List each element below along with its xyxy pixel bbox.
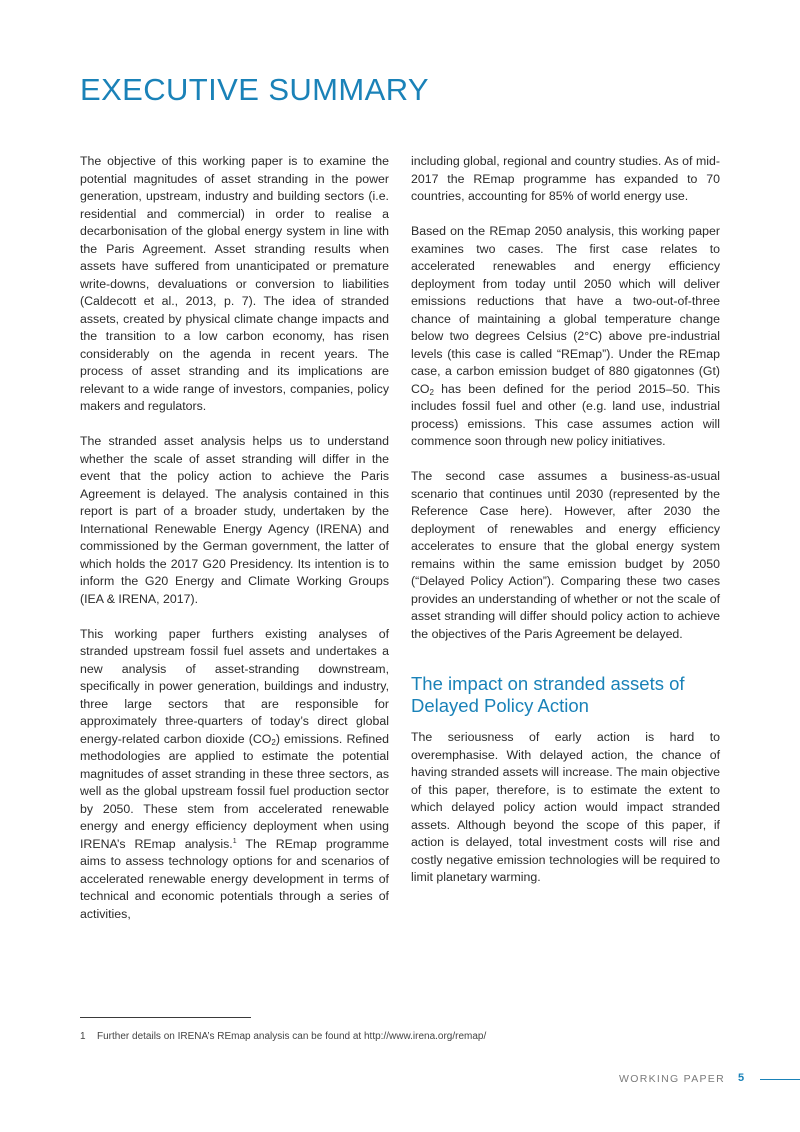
footer-rule xyxy=(760,1079,800,1080)
section-heading: The impact on stranded assets of Delayed Policy Action xyxy=(411,673,685,716)
page-number: 5 xyxy=(738,1072,745,1084)
paragraph-text: has been defined for the period 2015–50. This includes fossil fuel and other (e.g. land use, industrial process) emissions. This case assumes action will commence soon through new policy initiatives. xyxy=(411,381,720,448)
paragraph: The second case assumes a business-as-usual scenario that continues until 2030 (represented by the Reference Case here). However, after 2030 the deployment of renewables and energy efficiency accelerates to ensure that the global energy system remains within the same emission budget by 2050 (“Delayed Policy Action”). Comparing these two cases provides an understanding of whether or not the scale of asset stranding will differ should policy action to achieve the objectives of the Paris Agreement be delayed. xyxy=(411,469,720,641)
co2-subscript: 2 xyxy=(429,387,434,397)
footer-label: WORKING PAPER xyxy=(619,1073,725,1085)
paragraph xyxy=(80,626,389,924)
paragraph xyxy=(411,223,720,451)
paragraph-text: The REmap programme aims to assess technology options for and scenarios of accelerated renewable energy development in terms of technical and economic potentials through a series of activities, xyxy=(80,836,389,921)
page-title: EXECUTIVE SUMMARY xyxy=(80,72,430,107)
co2-subscript: 2 xyxy=(271,737,276,747)
left-column xyxy=(80,153,389,941)
paragraph-text: ) emissions. Refined methodologies are applied to estimate the potential magnitudes of asset stranding in these three sectors, as well as the global upstream fossil fuel production sector by 2050. These stem from accelerated renewable energy and energy efficiency deployment when using IRENA’s REmap analysis. xyxy=(80,731,390,851)
footnote-divider xyxy=(80,1017,251,1018)
paragraph: The objective of this working paper is to examine the potential magnitudes of asset stranding in the power generation, upstream, industry and building sectors (i.e. residential and commercial) in order to realise a decarbonisation of the global energy system in line with the Paris Agreement. Asset stranding results when assets have suffered from unanticipated or premature write-downs, devaluations or conversion to liabilities (Caldecott et al., 2013, p. 7). The idea of stranded assets, created by physical climate change impacts and the transition to a low carbon economy, has risen considerably on the agenda in recent years. The process of asset stranding and its implications are relevant to a wide range of investors, companies, policy makers and regulators. xyxy=(80,154,389,413)
footnote xyxy=(80,1031,486,1042)
paragraph-text: This working paper furthers existing analyses of stranded upstream fossil fuel assets and undertakes a new analysis of asset-stranding downstream, specifically in power generation, buildings and industry, three large sectors that are responsible for approximately three-quarters of today’s direct global energy-related carbon dioxide (CO xyxy=(80,626,389,746)
paragraph: including global, regional and country studies. As of mid-2017 the REmap programme has expanded to 70 countries, accounting for 85% of world energy use. xyxy=(411,154,720,203)
paragraph: The seriousness of early action is hard to overemphasise. With delayed action, the chance of having stranded assets will increase. The main objective of this paper, therefore, is to estimate the extent to which delayed policy action would impact stranded assets. Although beyond the scope of this paper, if action is delayed, total investment costs will rise and costly negative emission technologies will be required to limit planetary warming. xyxy=(411,730,720,884)
footnote-number: 1 xyxy=(80,1031,86,1042)
paragraph: The stranded asset analysis helps us to understand whether the scale of asset stranding will differ in the event that the policy action to achieve the Paris Agreement is delayed. The analysis contained in this report is part of a broader study, undertaken by the International Renewable Energy Agency (IRENA) and commissioned by the German government, the latter of which holds the 2017 G20 Presidency. Its intention is to inform the G20 Energy and Climate Working Groups (IEA & IRENA, 2017). xyxy=(80,434,389,606)
paragraph-text: Based on the REmap 2050 analysis, this working paper examines two cases. The first case relates to accelerated renewables and energy efficiency deployment from today until 2050 which will deliver emissions reductions that have a two-out-of-three chance of maintaining a global temperature change below two degrees Celsius (2°C) above pre-industrial levels (this case is called “REmap”). Under the REmap case, a carbon emission budget of 880 gigatonnes (Gt) CO xyxy=(411,224,720,396)
footnote-ref[interactable]: 1 xyxy=(232,837,237,845)
footnote-text: Further details on IRENA’s REmap analysis can be found at http://www.irena.org/remap/ xyxy=(97,1031,487,1042)
right-column xyxy=(411,153,720,904)
